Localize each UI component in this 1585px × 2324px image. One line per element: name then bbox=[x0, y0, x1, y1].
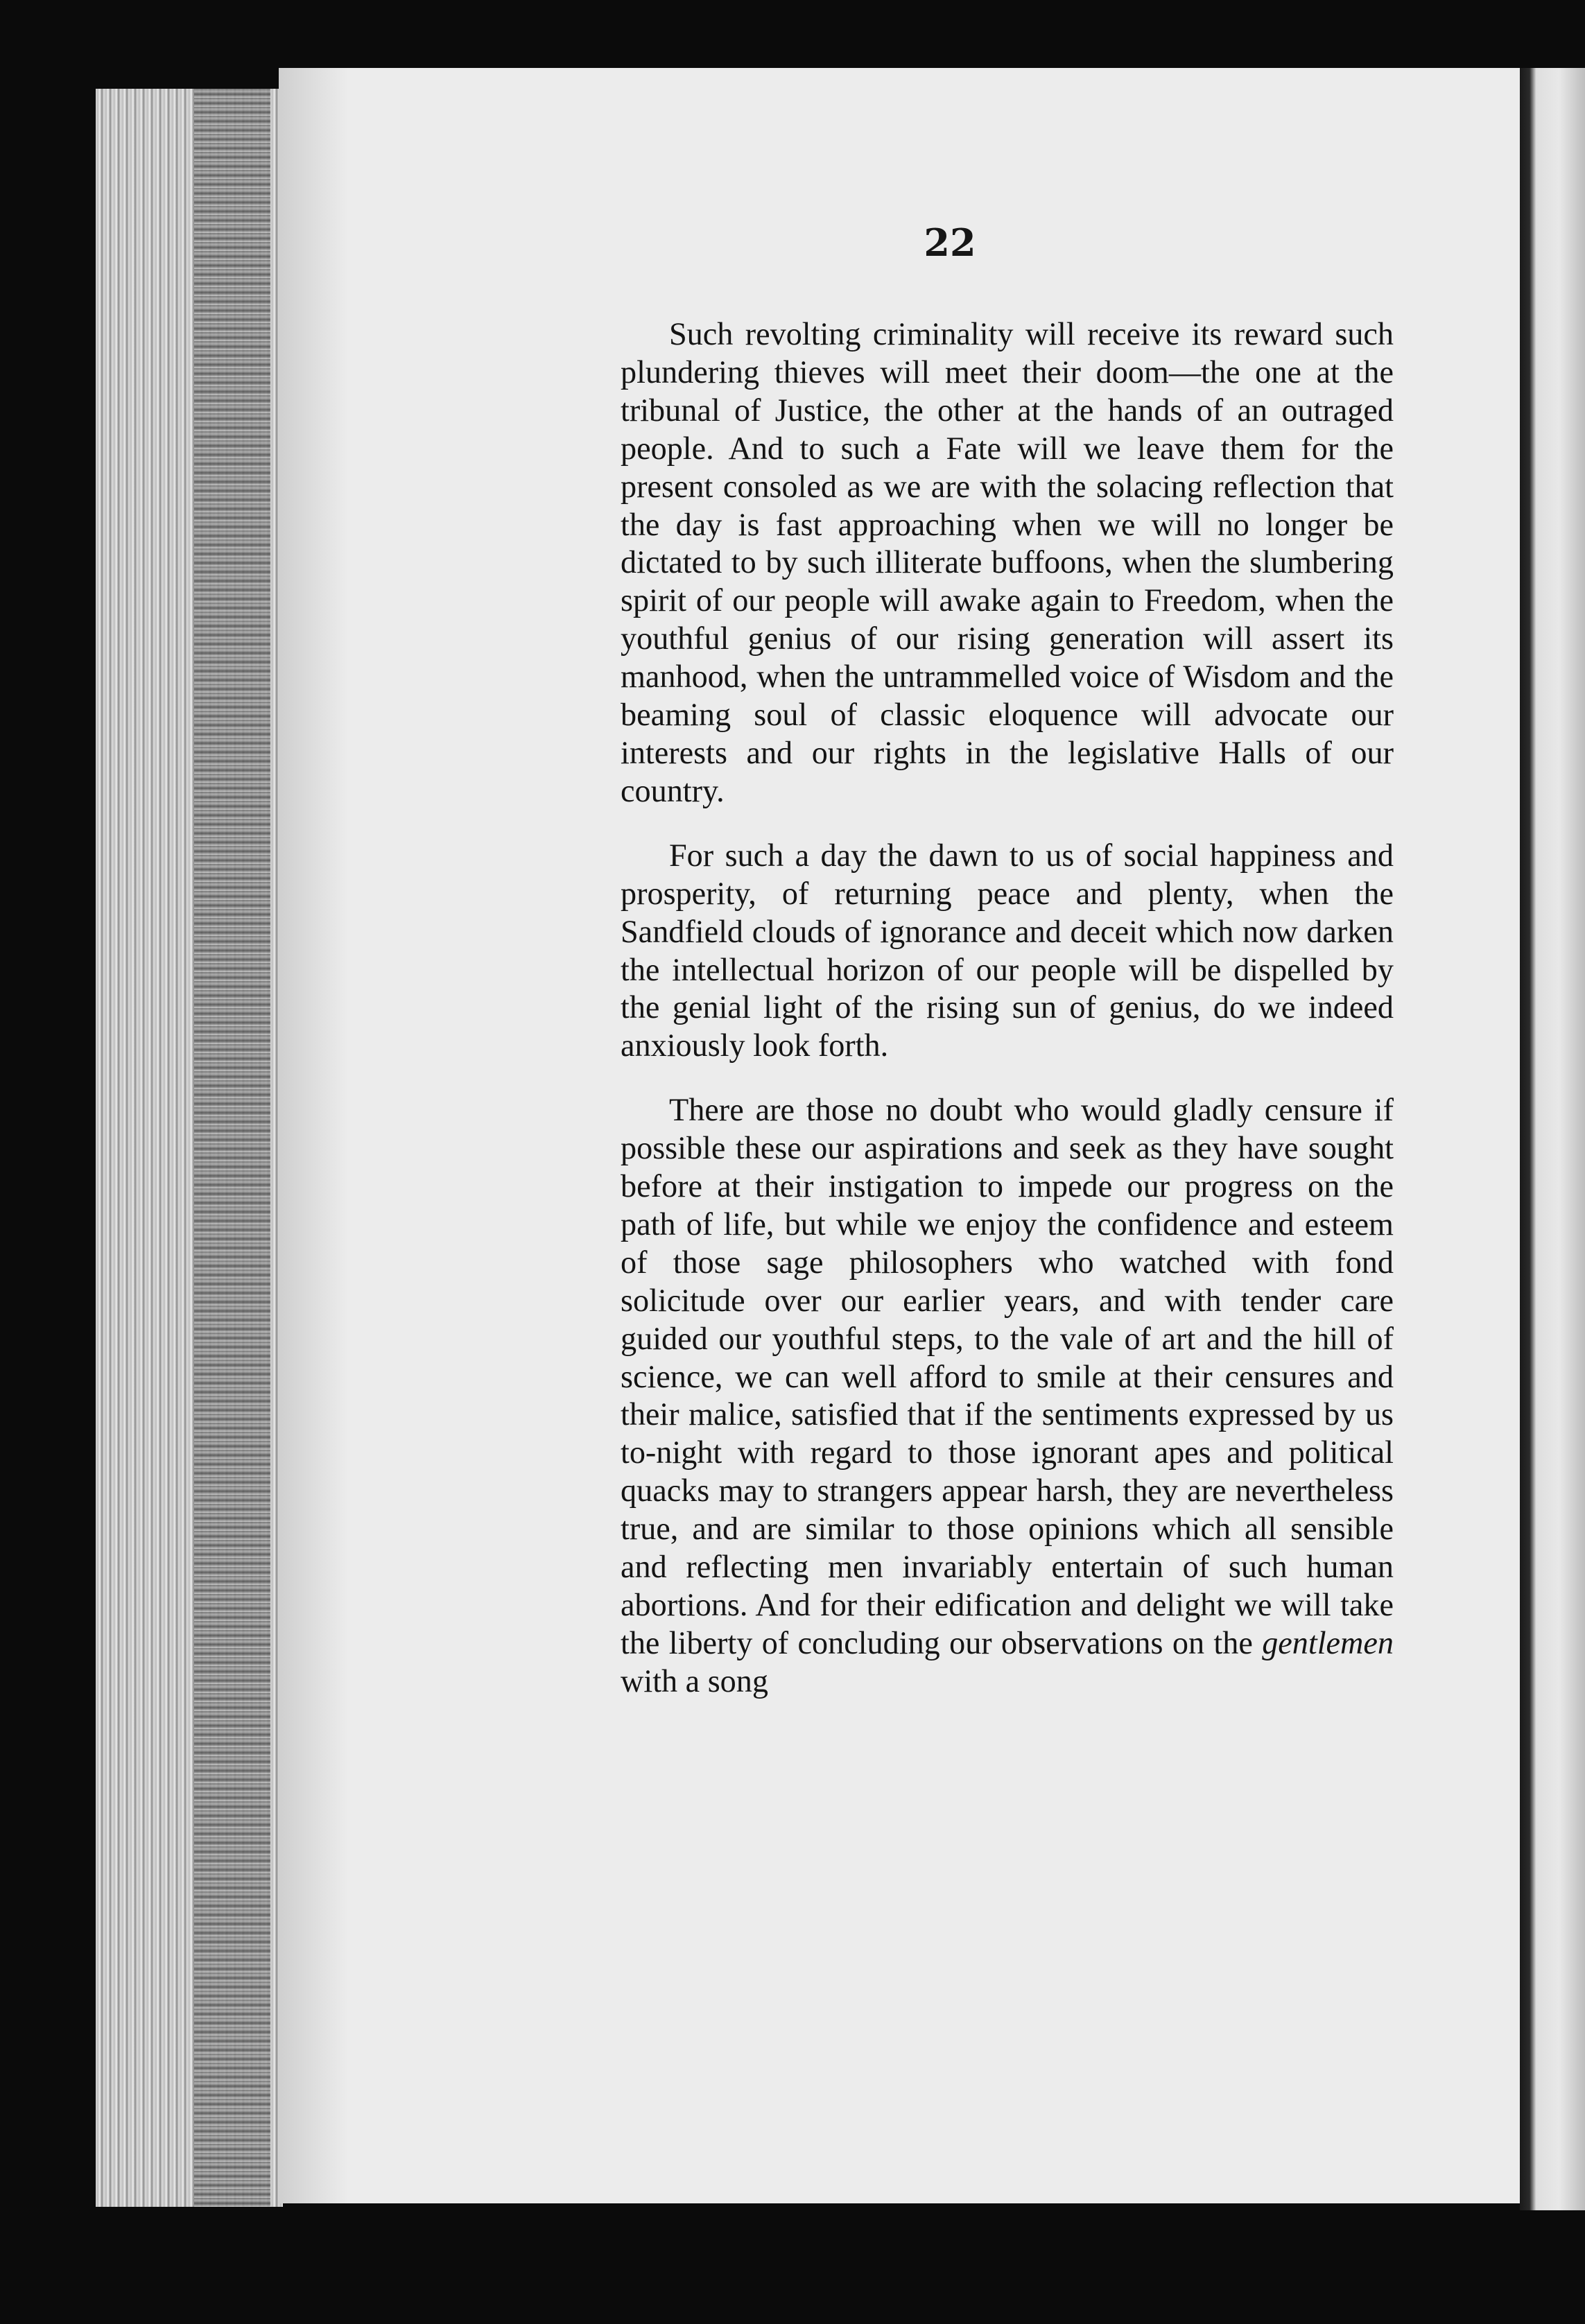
paragraph-3-italic-word: gentlemen bbox=[1262, 1624, 1394, 1660]
paragraph-3-text-end: with a song bbox=[621, 1663, 768, 1699]
page-gutter-shadow bbox=[279, 68, 348, 2203]
paragraph-3-text: There are those no doubt who would gladly censure if possible these our aspirations and seek as they have sought before at their instigation to impede our progress on the path of life, but while we enjoy the confidence and esteem of those sage philosophers who watched with fond solicitude over our earlier years, and with tender care guided our youthful steps, to the vale of art and the hill of science, we can well afford to smile at their censures and their malice, satisfied that if the sentiments expressed by us to-night with regard to those ignorant apes and political quacks may to strangers appear harsh, they are nevertheless true, and are similar to those opinions which all sensible and reflecting men invariably entertain of such human abortions. And for their edification and delight we will take the liberty of concluding our observations on the bbox=[621, 1092, 1394, 1660]
paragraph-3 bbox=[621, 1091, 1394, 1701]
paragraph-2: For such a day the dawn to us of social happiness and prosperity, of returning peace and plenty, when the Sandfield clouds of ignorance and deceit which now darken the intellectual horizon of our people will be dispelled by the genial light of the rising sun of genius, do we indeed anxiously look forth. bbox=[621, 837, 1394, 1064]
facing-page-edge bbox=[1520, 68, 1585, 2210]
book-binding-shadow bbox=[194, 89, 270, 2207]
page-number: 22 bbox=[924, 220, 976, 265]
paragraph-1: Such revolting criminality will receive its reward such plundering thieves will meet their doom—the one at the tribunal of Justice, the other at the hands of an outraged people. And to such a Fate will we leave them for the present consoled as we are with the solacing reflection that the day is fast approaching when we will no longer be dictated to by such illiterate buffoons, when the slumbering spirit of our people will awake again to Freedom, when the youthful genius of our rising generation will assert its manhood, when the untrammelled voice of Wisdom and the beaming soul of classic eloquence will advocate our interests and our rights in the legislative Halls of our country. bbox=[621, 316, 1394, 808]
body-text bbox=[621, 315, 1394, 1727]
